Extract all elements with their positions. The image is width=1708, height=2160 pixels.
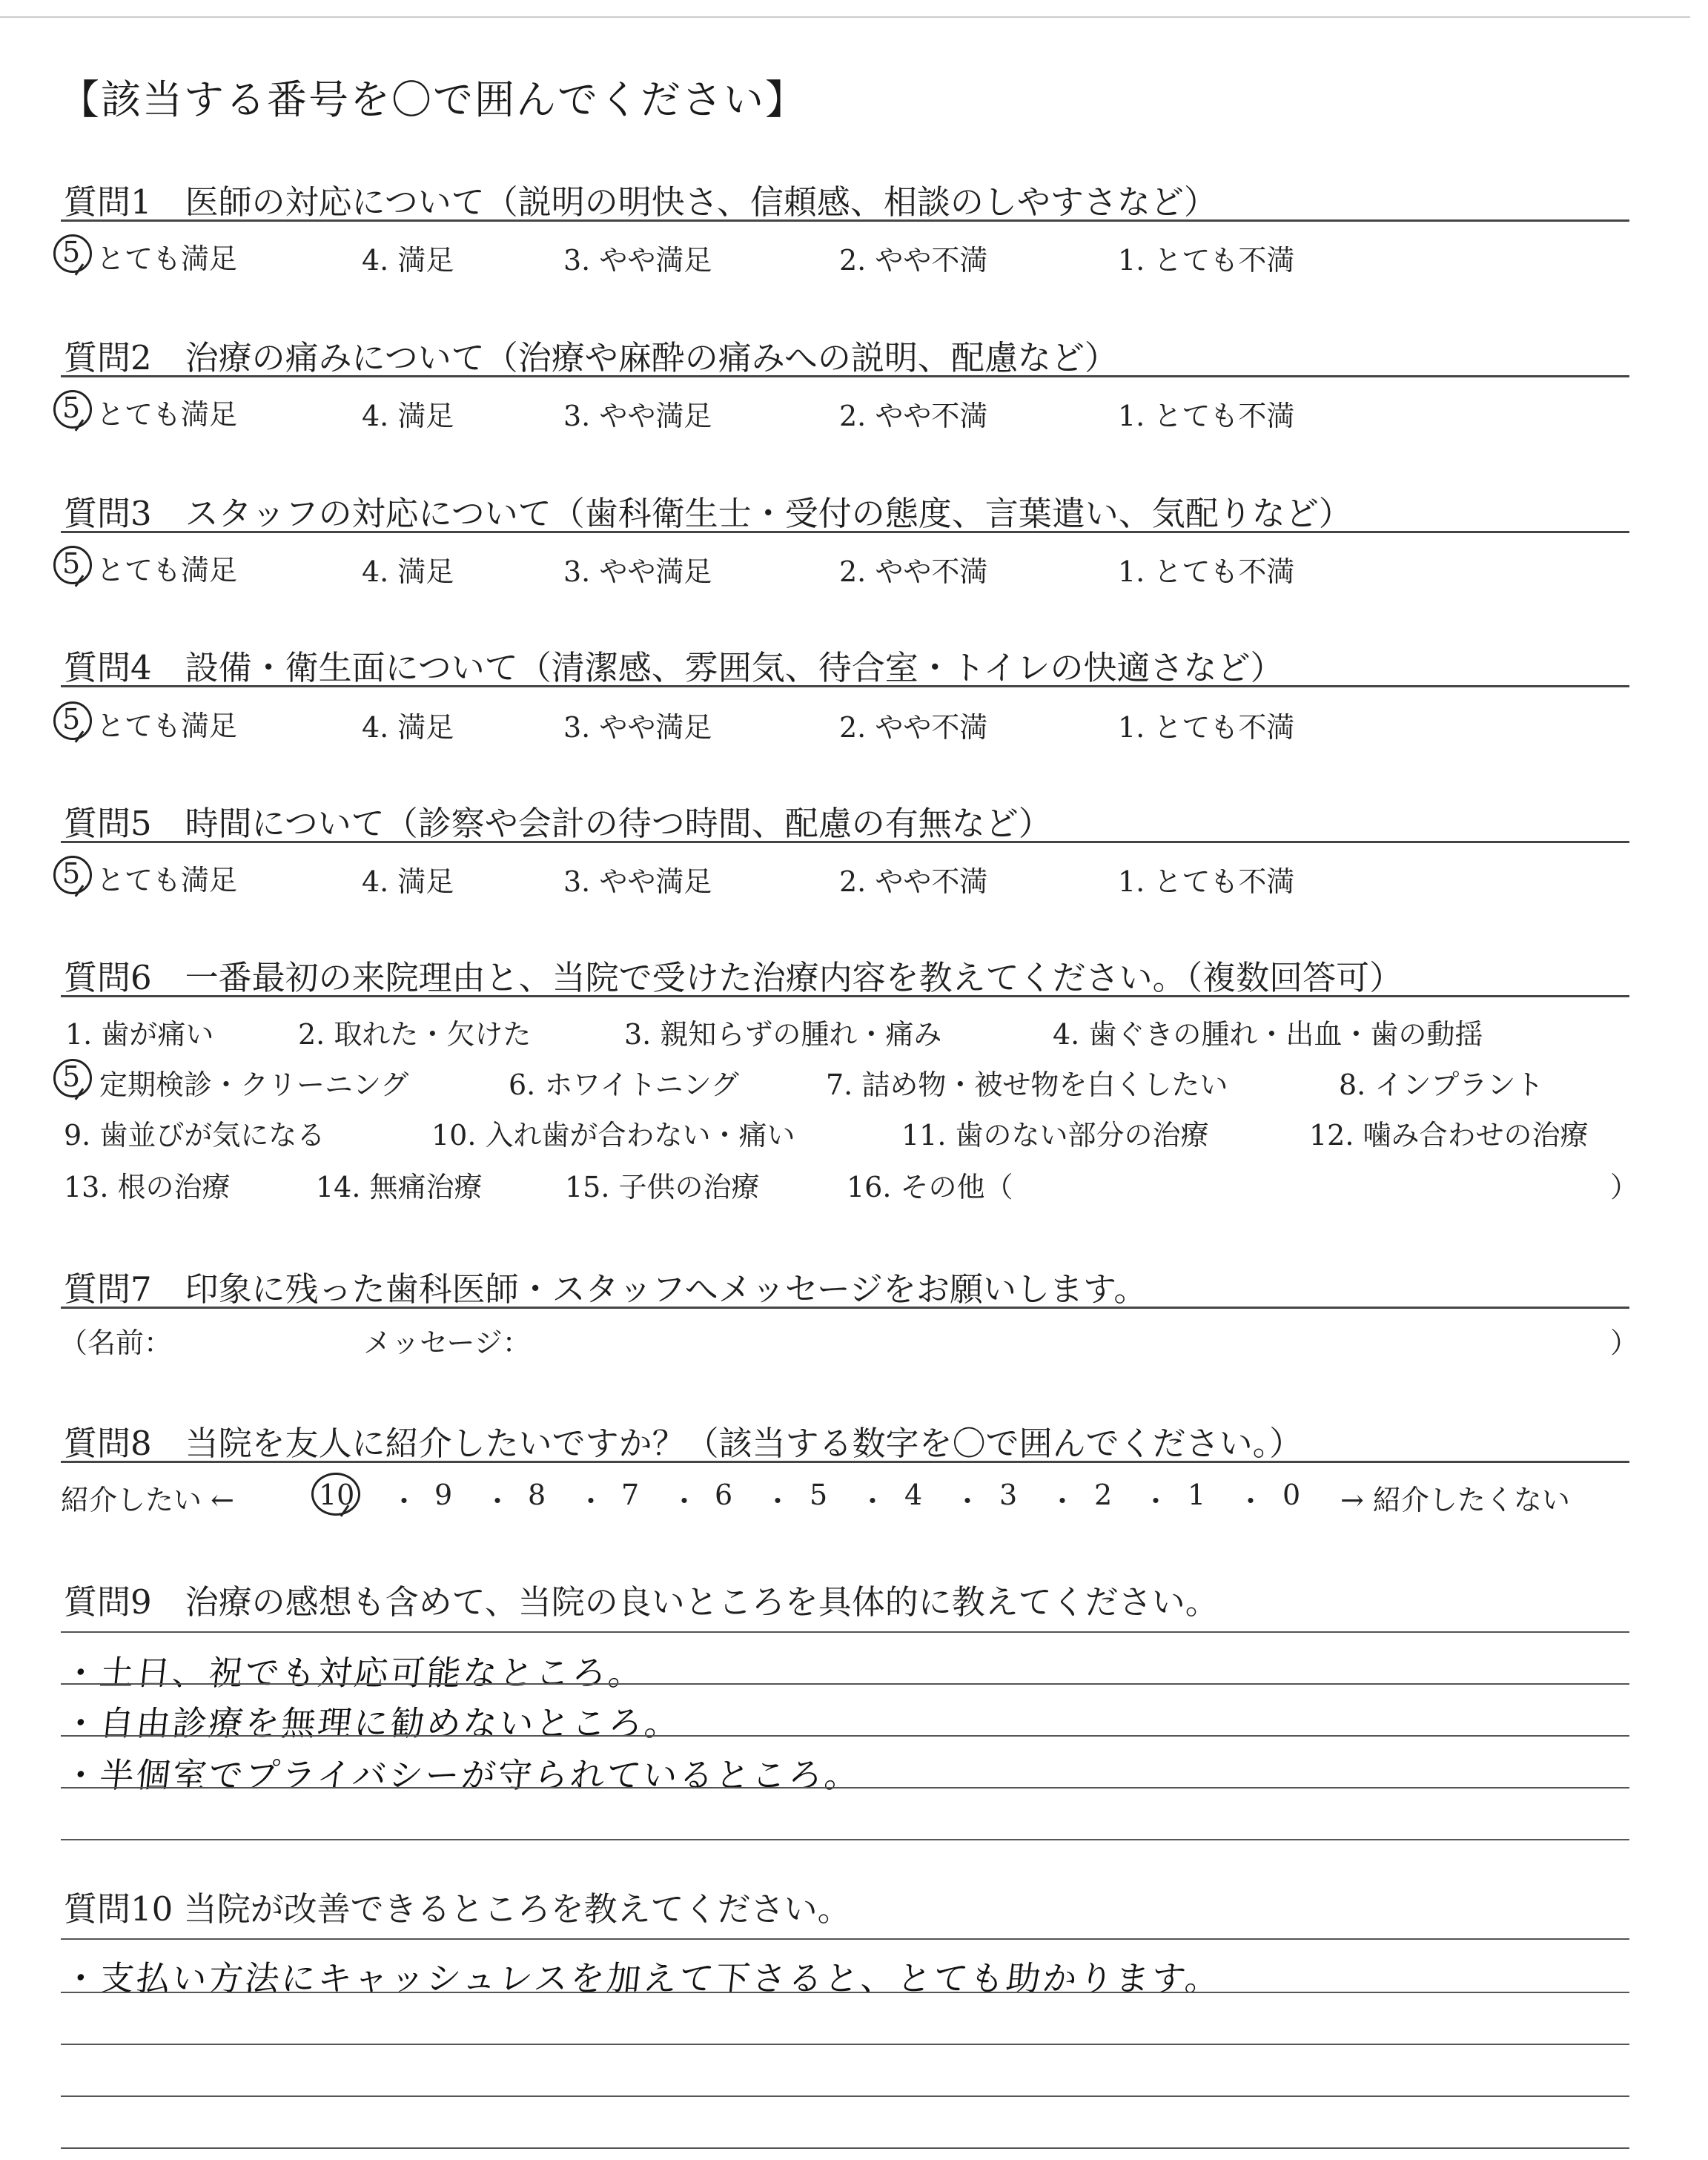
scale-dot: ・ bbox=[1048, 1485, 1077, 1518]
scale-1[interactable]: 1 bbox=[1188, 1479, 1206, 1511]
question-7-rule bbox=[61, 1307, 1629, 1309]
option-1[interactable]: 1. とても不満 bbox=[1118, 244, 1295, 277]
choice-10[interactable]: 10. 入れ歯が合わない・痛い bbox=[431, 1119, 795, 1152]
scale-0[interactable]: 0 bbox=[1282, 1479, 1301, 1511]
answer-line bbox=[61, 1938, 1629, 1940]
scale-dot: ・ bbox=[1142, 1485, 1171, 1518]
question-6-title: 質問6 一番最初の来院理由と、当院で受けた治療内容を教えてください。（複数回答可） bbox=[64, 958, 1403, 997]
option-5[interactable]: とても満足 bbox=[96, 554, 238, 587]
circled-number: 5 bbox=[62, 236, 81, 268]
name-label: （名前： bbox=[59, 1327, 173, 1359]
circled-number: 5 bbox=[62, 392, 81, 424]
choice-16[interactable]: 16. その他（ bbox=[847, 1171, 1013, 1203]
answer-line bbox=[61, 1992, 1629, 1993]
option-3[interactable]: 3. やや満足 bbox=[563, 711, 712, 744]
option-2[interactable]: 2. やや不満 bbox=[839, 555, 988, 588]
choice-13[interactable]: 13. 根の治療 bbox=[64, 1171, 231, 1203]
recommend-left-label: 紹介したい ← bbox=[61, 1484, 234, 1516]
option-1[interactable]: 1. とても不満 bbox=[1118, 711, 1295, 744]
choice-2[interactable]: 2. 取れた・欠けた bbox=[298, 1018, 532, 1051]
question-8-rule bbox=[61, 1461, 1629, 1463]
option-4[interactable]: 4. 満足 bbox=[362, 865, 454, 898]
scale-8[interactable]: 8 bbox=[528, 1479, 546, 1511]
question-9-title: 質問9 治療の感想も含めて、当院の良いところを具体的に教えてください。 bbox=[64, 1582, 1219, 1622]
option-3[interactable]: 3. やや満足 bbox=[563, 400, 712, 432]
scale-3[interactable]: 3 bbox=[999, 1479, 1018, 1511]
scale-5[interactable]: 5 bbox=[810, 1479, 828, 1511]
choice-12[interactable]: 12. 噛み合わせの治療 bbox=[1309, 1119, 1589, 1152]
question-5-rule bbox=[61, 841, 1629, 843]
scale-dot: ・ bbox=[953, 1485, 982, 1518]
option-2[interactable]: 2. やや不満 bbox=[839, 865, 988, 898]
answer-line bbox=[61, 2095, 1629, 2097]
option-4[interactable]: 4. 満足 bbox=[362, 400, 454, 432]
question-2-rule bbox=[61, 375, 1629, 377]
question-4-rule bbox=[61, 685, 1629, 687]
choice-4[interactable]: 4. 歯ぐきの腫れ・出血・歯の動揺 bbox=[1053, 1018, 1483, 1051]
question-5-title: 質問5 時間について（診察や会計の待つ時間、配慮の有無など） bbox=[64, 804, 1052, 843]
question-6-rule bbox=[61, 995, 1629, 997]
option-2[interactable]: 2. やや不満 bbox=[839, 244, 988, 277]
scale-4[interactable]: 4 bbox=[904, 1479, 923, 1511]
scale-9[interactable]: 9 bbox=[434, 1479, 453, 1511]
q9-answer-2: ・自由診療を無理に勧めないところ。 bbox=[61, 1703, 683, 1743]
scale-dot: ・ bbox=[1237, 1485, 1265, 1518]
option-5[interactable]: とても満足 bbox=[96, 710, 238, 742]
scale-dot: ・ bbox=[670, 1485, 699, 1518]
message-close-paren: ） bbox=[1610, 1327, 1639, 1359]
answer-line bbox=[61, 1683, 1629, 1685]
circled-number: 5 bbox=[62, 857, 81, 890]
option-5[interactable]: とても満足 bbox=[96, 242, 238, 275]
choice-6[interactable]: 6. ホワイトニング bbox=[509, 1069, 739, 1101]
answer-line bbox=[61, 2147, 1629, 2149]
question-1-rule bbox=[61, 219, 1629, 222]
scale-dot: ・ bbox=[577, 1485, 606, 1518]
scale-7[interactable]: 7 bbox=[621, 1479, 640, 1511]
choice-14[interactable]: 14. 無痛治療 bbox=[316, 1171, 483, 1203]
answer-line bbox=[61, 1631, 1629, 1633]
question-4-title: 質問4 設備・衛生面について（清潔感、雰囲気、待合室・トイレの快適さなど） bbox=[64, 648, 1284, 687]
question-10-title: 質問10 当院が改善できるところを教えてください。 bbox=[64, 1889, 851, 1929]
question-3-title: 質問3 スタッフの対応について（歯科衛生士・受付の態度、言葉遣い、気配りなど） bbox=[64, 494, 1352, 533]
scale-dot: ・ bbox=[764, 1485, 792, 1518]
option-3[interactable]: 3. やや満足 bbox=[563, 865, 712, 898]
option-4[interactable]: 4. 満足 bbox=[362, 244, 454, 277]
recommend-right-label: → 紹介したくない bbox=[1340, 1484, 1570, 1516]
choice-5[interactable]: 定期検診・クリーニング bbox=[99, 1069, 409, 1101]
question-1-title: 質問1 医師の対応について（説明の明快さ、信頼感、相談のしやすさなど） bbox=[64, 182, 1217, 222]
choice-8[interactable]: 8. インプラント bbox=[1339, 1069, 1544, 1101]
option-1[interactable]: 1. とても不満 bbox=[1118, 400, 1295, 432]
scan-top-edge bbox=[0, 16, 1690, 18]
answer-line bbox=[61, 1787, 1629, 1789]
question-8-title: 質問8 当院を友人に紹介したいですか？（該当する数字を〇で囲んでください。） bbox=[64, 1424, 1303, 1463]
choice-15[interactable]: 15. 子供の治療 bbox=[565, 1171, 760, 1203]
option-4[interactable]: 4. 満足 bbox=[362, 711, 454, 744]
choice-9[interactable]: 9. 歯並びが気になる bbox=[64, 1119, 325, 1152]
question-7-title: 質問7 印象に残った歯科医師・スタッフへメッセージをお願いします。 bbox=[64, 1269, 1148, 1309]
scale-10[interactable]: 10 bbox=[319, 1479, 355, 1511]
message-label: メッセージ： bbox=[363, 1327, 531, 1359]
option-2[interactable]: 2. やや不満 bbox=[839, 400, 988, 432]
option-3[interactable]: 3. やや満足 bbox=[563, 244, 712, 277]
scale-dot: ・ bbox=[390, 1485, 419, 1518]
option-5[interactable]: とても満足 bbox=[96, 864, 238, 896]
option-3[interactable]: 3. やや満足 bbox=[563, 555, 712, 588]
scale-dot: ・ bbox=[483, 1485, 512, 1518]
circled-number: 5 bbox=[62, 1060, 81, 1093]
choice-7[interactable]: 7. 詰め物・被せ物を白くしたい bbox=[826, 1069, 1228, 1101]
circled-number: 5 bbox=[62, 703, 81, 736]
q9-answer-1: ・土日、祝でも対応可能なところ。 bbox=[61, 1653, 647, 1693]
option-5[interactable]: とても満足 bbox=[96, 398, 238, 431]
option-4[interactable]: 4. 満足 bbox=[362, 555, 454, 588]
question-3-rule bbox=[61, 531, 1629, 533]
option-1[interactable]: 1. とても不満 bbox=[1118, 865, 1295, 898]
scale-2[interactable]: 2 bbox=[1094, 1479, 1113, 1511]
choice-16-close-paren: ） bbox=[1610, 1171, 1639, 1203]
scale-6[interactable]: 6 bbox=[715, 1479, 733, 1511]
option-2[interactable]: 2. やや不満 bbox=[839, 711, 988, 744]
answer-line bbox=[61, 2044, 1629, 2045]
answer-line bbox=[61, 1735, 1629, 1737]
page-header: 【該当する番号を〇で囲んでください】 bbox=[59, 76, 807, 123]
circled-number: 5 bbox=[62, 547, 81, 580]
choice-11[interactable]: 11. 歯のない部分の治療 bbox=[901, 1119, 1209, 1152]
choice-1[interactable]: 1. 歯が痛い bbox=[65, 1018, 214, 1051]
q10-answer-1: ・支払い方法にキャッシュレスを加えて下さると、とても助かります。 bbox=[61, 1958, 1224, 1998]
q9-answer-3: ・半個室でプライバシーが守られているところ。 bbox=[61, 1755, 864, 1795]
option-1[interactable]: 1. とても不満 bbox=[1118, 555, 1295, 588]
answer-line bbox=[61, 1839, 1629, 1840]
question-2-title: 質問2 治療の痛みについて（治療や麻酔の痛みへの説明、配慮など） bbox=[64, 338, 1118, 377]
choice-3[interactable]: 3. 親知らずの腫れ・痛み bbox=[624, 1018, 942, 1051]
scale-dot: ・ bbox=[858, 1485, 887, 1518]
